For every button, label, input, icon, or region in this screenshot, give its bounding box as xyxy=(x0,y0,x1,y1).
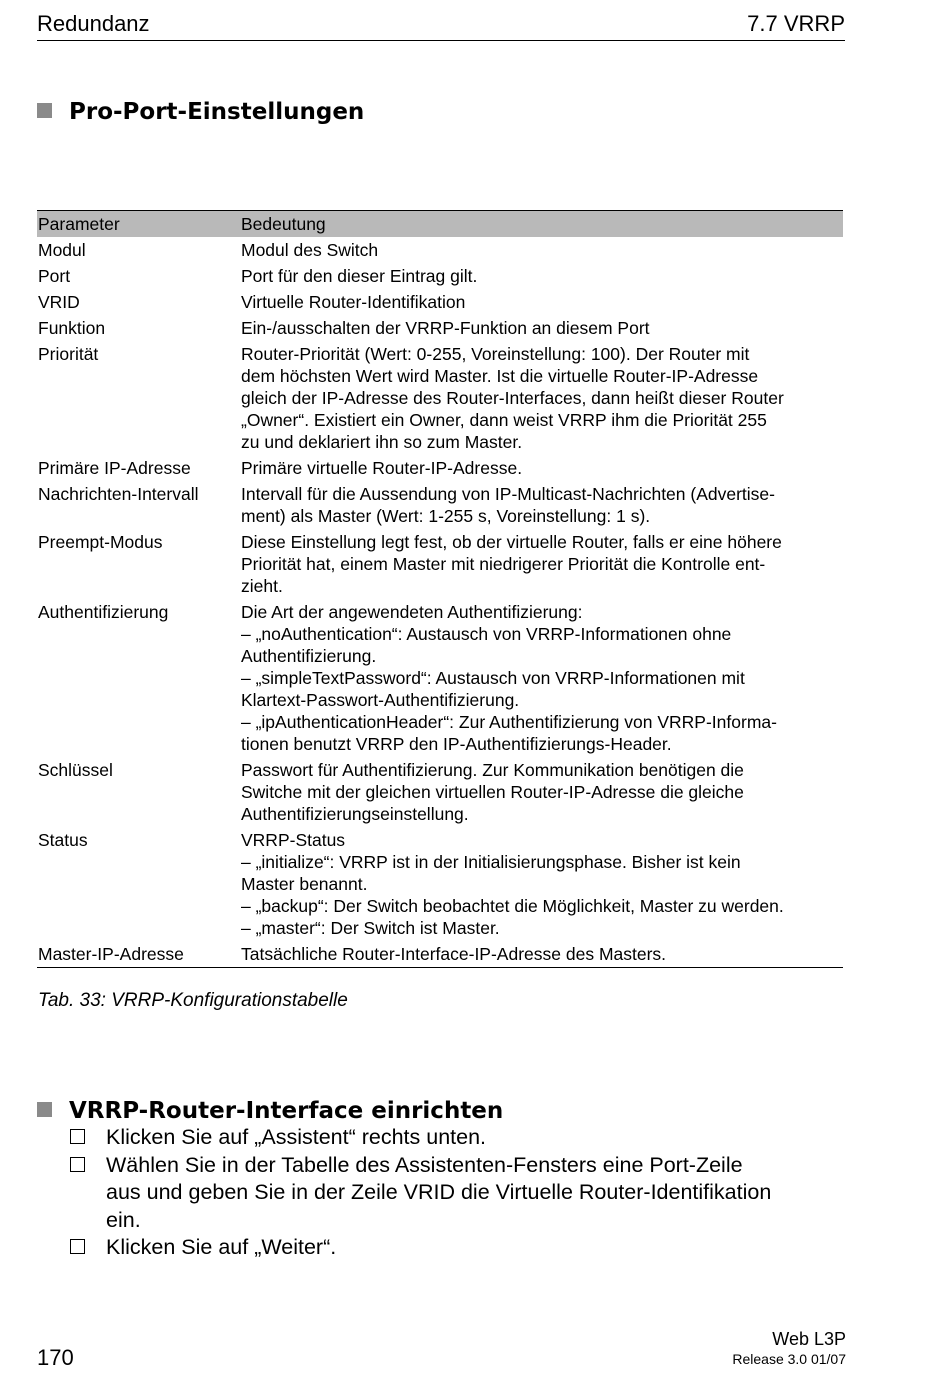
description-line: Diese Einstellung legt fest, ob der virtuelle Router, falls er eine höhere xyxy=(241,532,782,552)
description-line: zu und deklariert ihn so zum Master. xyxy=(241,432,523,452)
table-row xyxy=(37,315,843,341)
column-header-parameter: Parameter xyxy=(37,211,240,238)
step-text: aus und geben Sie in der Zeile VRID die Virtuelle Router-Identifikation xyxy=(106,1180,772,1204)
description-cell xyxy=(240,529,843,599)
description-line: ment) als Master (Wert: 1-255 s, Voreinstellung: 1 s). xyxy=(241,506,651,526)
square-bullet-icon xyxy=(37,1102,52,1117)
parameter-cell: Schlüssel xyxy=(38,760,113,780)
page-number: 170 xyxy=(37,1345,74,1370)
description-cell xyxy=(240,341,843,455)
table-row xyxy=(37,263,843,289)
description-line: Klartext-Passwort-Authentifizierung. xyxy=(241,690,520,710)
table-row xyxy=(37,827,843,941)
section-number: 7.7 VRRP xyxy=(747,11,845,36)
page-header xyxy=(37,6,845,41)
table-row xyxy=(37,341,843,455)
table-caption: Tab. 33: VRRP-Konfigurationstabelle xyxy=(38,990,348,1011)
vrrp-config-table xyxy=(37,210,843,968)
parameter-cell: Primäre IP-Adresse xyxy=(38,458,191,478)
description-line: – „noAuthentication“: Austausch von VRRP-Informationen ohne xyxy=(241,624,732,644)
section-heading-router-interface xyxy=(37,1096,503,1126)
footer-info xyxy=(732,1328,846,1368)
parameter-cell: Preempt-Modus xyxy=(38,532,163,552)
description-line: – „master“: Der Switch ist Master. xyxy=(241,918,500,938)
description-line: Intervall für die Aussendung von IP-Multicast-Nachrichten (Advertise- xyxy=(241,484,775,504)
step-item xyxy=(70,1124,870,1152)
section-heading-text: Pro-Port-Einstellungen xyxy=(69,99,365,125)
release-info: Release 3.0 01/07 xyxy=(732,1351,846,1367)
table-row xyxy=(37,529,843,599)
description-cell xyxy=(240,263,843,289)
description-line: Die Art der angewendeten Authentifizierung: xyxy=(241,602,583,622)
description-line: zieht. xyxy=(241,576,283,596)
description-line: Port für den dieser Eintrag gilt. xyxy=(241,266,478,286)
description-line: – „initialize“: VRRP ist in der Initialisierungsphase. Bisher ist kein xyxy=(241,852,741,872)
checkbox-icon xyxy=(70,1239,85,1254)
description-cell xyxy=(240,237,843,263)
parameter-cell: Port xyxy=(38,266,71,286)
description-line: Authentifizierung. xyxy=(241,646,377,666)
parameter-cell: Master-IP-Adresse xyxy=(37,941,240,968)
description-cell xyxy=(240,481,843,529)
step-text: Klicken Sie auf „Assistent“ rechts unten. xyxy=(106,1125,487,1149)
checkbox-icon xyxy=(70,1129,85,1144)
description-cell xyxy=(240,315,843,341)
table-row xyxy=(37,455,843,481)
description-line: Modul des Switch xyxy=(241,240,379,260)
table-row xyxy=(37,237,843,263)
instruction-steps xyxy=(70,1124,870,1262)
table-row xyxy=(37,481,843,529)
description-line: Switche mit der gleichen virtuellen Router-IP-Adresse die gleiche xyxy=(241,782,744,802)
description-line: – „ipAuthenticationHeader“: Zur Authentifizierung von VRRP-Informa- xyxy=(241,712,777,732)
description-line: Tatsächliche Router-Interface-IP-Adresse des Masters. xyxy=(241,944,667,964)
table-row xyxy=(37,941,843,968)
step-item xyxy=(70,1152,870,1235)
description-line: – „backup“: Der Switch beobachtet die Möglichkeit, Master zu werden. xyxy=(241,896,784,916)
description-line: Passwort für Authentifizierung. Zur Kommunikation benötigen die xyxy=(241,760,744,780)
table-row xyxy=(37,599,843,757)
checkbox-icon xyxy=(70,1157,85,1172)
step-text: Wählen Sie in der Tabelle des Assistenten-Fensters eine Port-Zeile xyxy=(106,1152,743,1177)
description-line: – „simpleTextPassword“: Austausch von VRRP-Informationen mit xyxy=(241,668,745,688)
parameter-cell: Status xyxy=(38,830,88,850)
description-line: Master benannt. xyxy=(241,874,368,894)
description-line: Priorität hat, einem Master mit niedrigerer Priorität die Kontrolle ent- xyxy=(241,554,766,574)
section-heading-pro-port xyxy=(37,97,364,127)
parameter-cell: Priorität xyxy=(38,344,99,364)
description-line: Authentifizierungseinstellung. xyxy=(241,804,469,824)
description-line: Virtuelle Router-Identifikation xyxy=(241,292,466,312)
description-line: Primäre virtuelle Router-IP-Adresse. xyxy=(241,458,523,478)
description-cell xyxy=(240,289,843,315)
description-line: tionen benutzt VRRP den IP-Authentifizierungs-Header. xyxy=(241,734,672,754)
square-bullet-icon xyxy=(37,103,52,118)
step-text: ein. xyxy=(106,1207,141,1232)
parameter-cell: Nachrichten-Intervall xyxy=(38,484,199,504)
step-text: Klicken Sie auf „Weiter“. xyxy=(106,1235,337,1259)
parameter-cell: Authentifizierung xyxy=(38,602,169,622)
description-line: gleich der IP-Adresse des Router-Interfaces, dann heißt dieser Router xyxy=(241,388,784,408)
description-cell xyxy=(240,827,843,941)
parameter-cell: Funktion xyxy=(38,318,106,338)
description-line: „Owner“. Existiert ein Owner, dann weist VRRP ihm die Priorität 255 xyxy=(241,410,767,430)
description-cell xyxy=(240,455,843,481)
section-heading-text: VRRP-Router-Interface einrichten xyxy=(69,1098,504,1124)
column-header-bedeutung: Bedeutung xyxy=(240,211,843,238)
parameter-cell: VRID xyxy=(38,292,80,312)
description-line: Ein-/ausschalten der VRRP-Funktion an diesem Port xyxy=(241,318,650,338)
table-body xyxy=(37,237,843,968)
description-line: dem höchsten Wert wird Master. Ist die virtuelle Router-IP-Adresse xyxy=(241,366,759,386)
description-cell xyxy=(240,941,843,968)
description-cell xyxy=(240,757,843,827)
product-name: Web L3P xyxy=(772,1329,846,1349)
chapter-title: Redundanz xyxy=(37,11,150,36)
table-row xyxy=(37,289,843,315)
table-row xyxy=(37,757,843,827)
description-line: Router-Priorität (Wert: 0-255, Voreinstellung: 100). Der Router mit xyxy=(241,344,750,364)
description-line: VRRP-Status xyxy=(241,830,346,850)
parameter-cell: Modul xyxy=(38,240,86,260)
table-header-row xyxy=(37,211,843,238)
step-item xyxy=(70,1234,870,1262)
description-cell xyxy=(240,599,843,757)
